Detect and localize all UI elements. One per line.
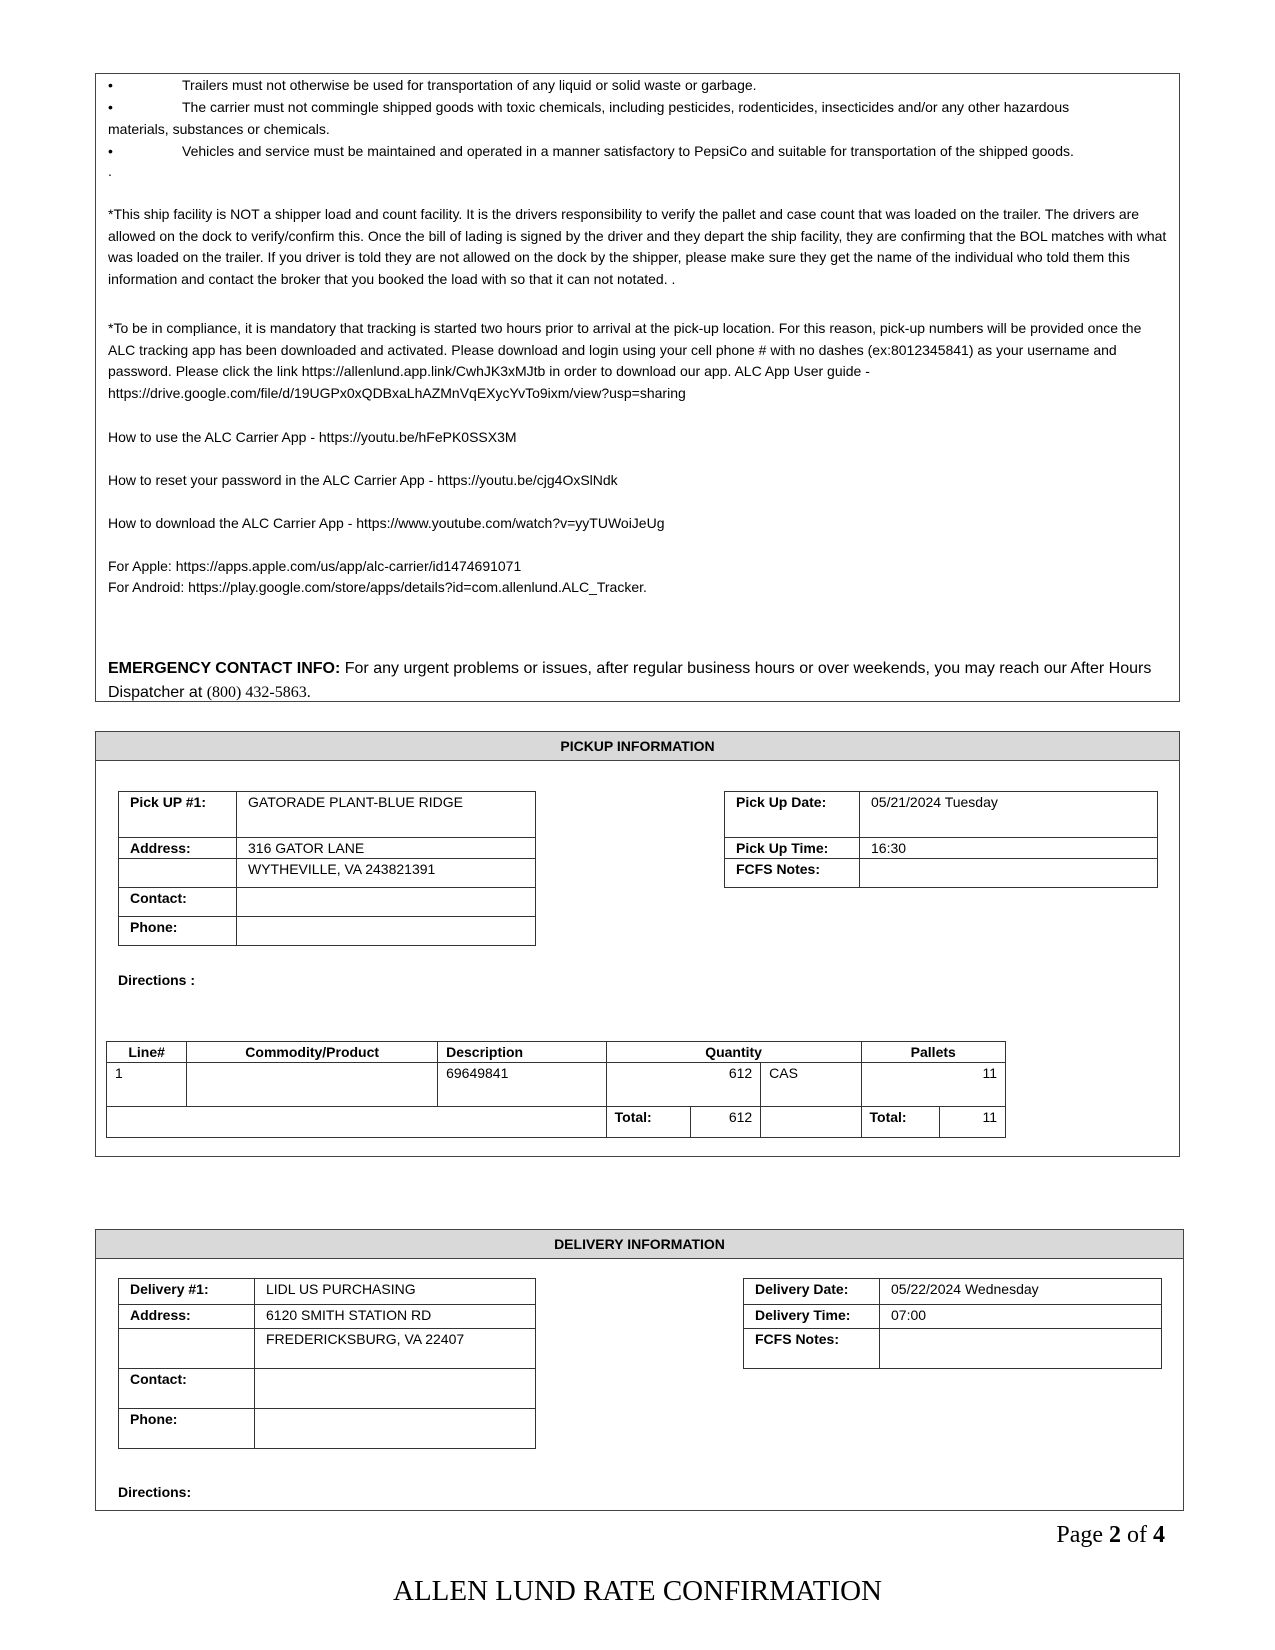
phone-label: Phone: xyxy=(119,917,237,946)
bullet-glyph: • xyxy=(108,99,113,115)
delivery-header: DELIVERY INFORMATION xyxy=(96,1230,1183,1259)
pickup-date-label: Pick Up Date: xyxy=(725,792,860,838)
howto-download-link[interactable]: How to download the ALC Carrier App - https://www.youtube.com/watch?v=yyTUWoiJeUg xyxy=(108,515,665,531)
tracking-note: *To be in compliance, it is mandatory that tracking is started two hours prior to arrival at the pick-up location. For this reason, pick-up numbers will be provided once the ALC tracking app has been downloaded and activated. Please download and login using your cell phone # with no dashes (ex:8012345841) as your username and password. Please click the link https://allenlund.app.link/CwhJK3xMJtb in order to download our app. ALC App User guide - https://drive.google.com/file/d/19UGPx0xQDBxaLhAZMnVqEXycYvTo9ixm/view?usp=sharing xyxy=(108,320,1142,401)
emergency-contact xyxy=(108,657,1167,705)
cell-pallets: 11 xyxy=(861,1063,1006,1107)
page-prefix: Page xyxy=(1056,1522,1109,1548)
commodity-table xyxy=(106,1041,1006,1138)
fcfs-notes-value xyxy=(880,1329,1162,1369)
total-pallets-value: 11 xyxy=(939,1107,1005,1138)
emergency-label: EMERGENCY CONTACT INFO: xyxy=(108,660,341,677)
bullet-glyph: • xyxy=(108,77,113,93)
cell-qty: 612 xyxy=(606,1063,761,1107)
delivery-date-label: Delivery Date: xyxy=(744,1279,880,1305)
cell-commodity xyxy=(187,1063,438,1107)
delivery-label: Delivery #1: xyxy=(119,1279,255,1305)
contact-label: Contact: xyxy=(119,1369,255,1409)
delivery-time-value: 07:00 xyxy=(880,1305,1162,1329)
fcfs-notes-label: FCFS Notes: xyxy=(744,1329,880,1369)
totals-blank xyxy=(107,1107,607,1138)
bullet-glyph: • xyxy=(108,143,113,159)
contact-value xyxy=(255,1369,536,1409)
address-line2: WYTHEVILLE, VA 243821391 xyxy=(237,859,536,888)
col-header-line: Line# xyxy=(107,1042,187,1063)
cell-unit: CAS xyxy=(761,1063,861,1107)
delivery-location-table xyxy=(118,1278,536,1449)
address-line2: FREDERICKSBURG, VA 22407 xyxy=(255,1329,536,1369)
totals-row xyxy=(107,1107,1006,1138)
pickup-time-value: 16:30 xyxy=(860,838,1158,859)
howto-use-link[interactable]: How to use the ALC Carrier App - https://youtu.be/hFePK0SSX3M xyxy=(108,429,517,445)
cell-line: 1 xyxy=(107,1063,187,1107)
pickup-time-label: Pick Up Time: xyxy=(725,838,860,859)
address-line1: 6120 SMITH STATION RD xyxy=(255,1305,536,1329)
fcfs-notes-value xyxy=(860,859,1158,888)
total-qty-label: Total: xyxy=(606,1107,690,1138)
pickup-section xyxy=(95,731,1180,1157)
howto-reset-link[interactable]: How to reset your password in the ALC Carrier App - https://youtu.be/cjg4OxSlNdk xyxy=(108,472,618,488)
phone-value xyxy=(255,1409,536,1449)
dot-line: . xyxy=(108,163,112,179)
pickup-date-value: 05/21/2024 Tuesday xyxy=(860,792,1158,838)
terms-section xyxy=(95,73,1180,702)
contact-value xyxy=(237,888,536,917)
emergency-text: For any urgent problems or issues, after regular business hours or over weekends, you may reach our After Hours Dispatcher at xyxy=(108,660,1152,701)
pick-name: GATORADE PLANT-BLUE RIDGE xyxy=(237,792,536,838)
address-label: Address: xyxy=(119,838,237,859)
address-line1: 316 GATOR LANE xyxy=(237,838,536,859)
total-unit-blank xyxy=(761,1107,861,1138)
fcfs-notes-label: FCFS Notes: xyxy=(725,859,860,888)
directions-label: Directions: xyxy=(118,1484,192,1500)
cell-description: 69649841 xyxy=(438,1063,607,1107)
col-header-commodity: Commodity/Product xyxy=(187,1042,438,1063)
document-title: ALLEN LUND RATE CONFIRMATION xyxy=(393,1575,882,1607)
apple-app-link[interactable]: For Apple: https://apps.apple.com/us/app/alc-carrier/id1474691071 xyxy=(108,558,522,574)
page-current: 2 xyxy=(1109,1522,1121,1548)
android-app-link[interactable]: For Android: https://play.google.com/store/apps/details?id=com.allenlund.ALC_Tracker. xyxy=(108,579,647,595)
address-label-blank xyxy=(119,1329,255,1369)
pick-label: Pick UP #1: xyxy=(119,792,237,838)
delivery-date-value: 05/22/2024 Wednesday xyxy=(880,1279,1162,1305)
delivery-section xyxy=(95,1229,1184,1511)
bullet-text-continued: materials, substances or chemicals. xyxy=(108,121,330,137)
delivery-time-label: Delivery Time: xyxy=(744,1305,880,1329)
phone-label: Phone: xyxy=(119,1409,255,1449)
contact-label: Contact: xyxy=(119,888,237,917)
col-header-description: Description xyxy=(438,1042,607,1063)
page-total: 4 xyxy=(1153,1522,1165,1548)
pickup-schedule-table xyxy=(724,791,1158,888)
bullet-text: Vehicles and service must be maintained and operated in a manner satisfactory to PepsiCo and suitable for transportation of the shipped goods. xyxy=(182,143,1074,159)
phone-value xyxy=(237,917,536,946)
emergency-phone: (800) 432-5863. xyxy=(206,684,311,701)
directions-label: Directions : xyxy=(118,972,196,988)
total-pallets-label: Total: xyxy=(861,1107,939,1138)
col-header-pallets: Pallets xyxy=(861,1042,1006,1063)
bullet-text: Trailers must not otherwise be used for transportation of any liquid or solid waste or garbage. xyxy=(182,77,757,93)
shipper-load-note: *This ship facility is NOT a shipper load and count facility. It is the drivers responsibility to verify the pallet and case count that was loaded on the trailer. The drivers are allowed on the dock to verify/confirm this. Once the bill of lading is signed by the driver and they depart the ship facility, they are confirming that the BOL matches with what was loaded on the trailer. If you driver is told they are not allowed on the dock by the shipper, please make sure they get the name of the individual who told them this information and contact the broker that you booked the load with so that it can not notated. . xyxy=(108,206,1167,287)
page-number xyxy=(1056,1522,1165,1549)
address-label-blank xyxy=(119,859,237,888)
address-label: Address: xyxy=(119,1305,255,1329)
delivery-schedule-table xyxy=(743,1278,1162,1369)
delivery-name: LIDL US PURCHASING xyxy=(255,1279,536,1305)
bullet-text: The carrier must not commingle shipped goods with toxic chemicals, including pesticides, rodenticides, insecticides and/or any other hazardous xyxy=(182,99,1070,115)
total-qty-value: 612 xyxy=(690,1107,760,1138)
pickup-header: PICKUP INFORMATION xyxy=(96,732,1179,761)
pickup-location-table xyxy=(118,791,536,946)
page-of: of xyxy=(1121,1522,1153,1548)
table-row xyxy=(107,1063,1006,1107)
col-header-quantity: Quantity xyxy=(606,1042,861,1063)
